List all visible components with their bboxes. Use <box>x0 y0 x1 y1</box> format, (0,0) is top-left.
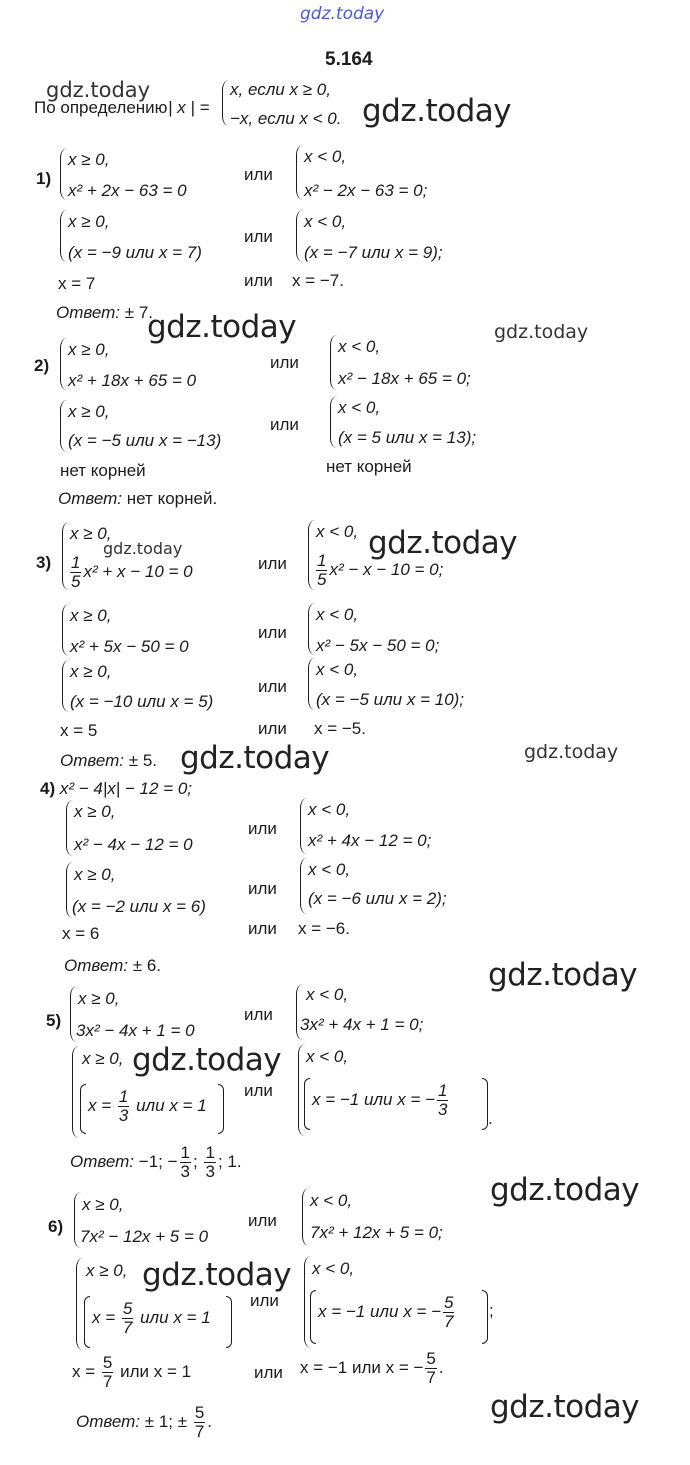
result <box>300 1350 444 1387</box>
close-paren <box>218 1084 224 1134</box>
or-word: или <box>254 1363 283 1382</box>
watermark: gdz.today <box>494 321 589 343</box>
roots <box>312 1082 450 1119</box>
roots <box>318 1294 456 1331</box>
or-word: или <box>244 165 273 184</box>
roots: (x = −5 или x = −13) <box>68 431 222 450</box>
watermark: gdz.today <box>490 1172 640 1208</box>
result: нет корней <box>326 457 412 476</box>
watermark: gdz.today <box>368 525 518 561</box>
result: x = −6. <box>298 919 350 938</box>
system-brace <box>76 1258 84 1350</box>
condition: x ≥ 0, <box>68 402 110 421</box>
watermark: gdz.today <box>46 78 151 102</box>
open-paren <box>80 1084 86 1134</box>
problem-number: 1) <box>36 169 52 188</box>
condition: x < 0, <box>304 212 347 231</box>
fraction-numerator: 5 <box>426 1349 436 1368</box>
fraction-denominator: 7 <box>102 1371 113 1391</box>
fraction-denominator: 3 <box>180 1161 191 1181</box>
fraction-numerator: 1 <box>180 1143 191 1162</box>
answer-label: Ответ: <box>76 1411 141 1431</box>
condition: x ≥ 0, <box>70 524 112 543</box>
problem-number: 5) <box>46 1011 62 1030</box>
fraction-denominator: 7 <box>426 1367 436 1387</box>
condition: x < 0, <box>312 1259 355 1278</box>
system-brace <box>296 145 304 200</box>
roots <box>92 1300 211 1337</box>
problem-equation: x² − 4|x| − 12 = 0; <box>59 779 193 798</box>
result-prefix: x = −1 или x = − <box>300 1357 424 1377</box>
equation: 7x² − 12x + 5 = 0 <box>80 1227 209 1246</box>
answer-value: ± 7. <box>124 303 154 322</box>
close-paren <box>482 1290 488 1344</box>
answer-line <box>56 304 153 321</box>
answer-line <box>58 490 217 507</box>
condition: x < 0, <box>316 660 359 679</box>
system-brace <box>302 1188 310 1246</box>
roots: (x = −2 или x = 6) <box>72 897 206 916</box>
answer-label: Ответ: <box>60 751 125 770</box>
roots-prefix: x = <box>88 1095 112 1115</box>
condition: x ≥ 0, <box>70 662 112 681</box>
result: x = −7. <box>292 271 344 290</box>
fraction-numerator: 1 <box>438 1081 448 1100</box>
equation: 7x² + 12x + 5 = 0; <box>310 1223 443 1242</box>
system-brace <box>300 798 308 854</box>
answer-separator: ; <box>193 1151 198 1171</box>
fraction-numerator: 5 <box>444 1293 454 1312</box>
system-brace <box>72 1046 80 1138</box>
fraction-numerator: 1 <box>317 551 327 570</box>
roots-suffix: или x = 1 <box>140 1307 211 1327</box>
answer-label: Ответ: <box>58 489 123 508</box>
or-word: или <box>270 415 299 434</box>
equation: x² + 5x − 50 = 0 <box>70 637 189 656</box>
result: нет корней <box>60 461 146 480</box>
equation: x² − 18x + 65 = 0; <box>338 369 471 388</box>
watermark: gdz.today <box>180 740 330 776</box>
fraction-numerator: 5 <box>194 1403 205 1422</box>
equation: 3x² − 4x + 1 = 0 <box>76 1021 195 1040</box>
or-word: или <box>244 227 273 246</box>
system-brace <box>222 80 230 126</box>
result: x = −5. <box>314 719 366 738</box>
answer-value: нет корней. <box>126 489 218 508</box>
watermark: gdz.today <box>103 539 183 558</box>
fraction-denominator: 3 <box>438 1099 448 1119</box>
fraction-numerator: 1 <box>205 1143 215 1162</box>
problem-number-label: 4) <box>40 779 56 798</box>
system-brace <box>60 210 68 262</box>
system-brace <box>60 148 68 200</box>
equation: x² + 18x + 65 = 0 <box>68 371 197 390</box>
condition: x ≥ 0, <box>74 865 116 884</box>
fraction-denominator: 7 <box>122 1317 133 1337</box>
answer-value: ± 1; ± <box>144 1411 188 1431</box>
system-brace <box>66 800 74 856</box>
or-word: или <box>244 271 273 290</box>
equation: x² − 5x − 50 = 0; <box>316 636 440 655</box>
roots: (x = −5 или x = 10); <box>316 690 465 709</box>
system-brace <box>296 210 304 262</box>
answer-value: . <box>207 1411 213 1431</box>
system-brace <box>62 660 70 712</box>
intro-case-1: x, если x ≥ 0, <box>230 80 331 99</box>
fraction-denominator: 3 <box>205 1161 215 1181</box>
condition: x ≥ 0, <box>86 1261 128 1280</box>
watermark: gdz.today <box>524 741 619 763</box>
system-brace <box>330 396 338 448</box>
condition: x < 0, <box>304 147 347 166</box>
system-brace <box>60 400 68 452</box>
equation: x² − 4x − 12 = 0 <box>74 835 193 854</box>
result <box>72 1354 191 1391</box>
fraction-denominator: 7 <box>444 1311 454 1331</box>
or-word: или <box>244 1005 273 1024</box>
fraction-numerator: 1 <box>71 553 81 572</box>
answer-value: ± 5. <box>128 751 158 770</box>
roots-prefix: x = −1 или x = − <box>318 1301 442 1321</box>
answer-line <box>76 1404 212 1441</box>
roots: (x = −10 или x = 5) <box>70 692 214 711</box>
problem-number: 6) <box>48 1217 64 1236</box>
roots <box>88 1088 207 1125</box>
result: x = 6 <box>62 924 100 943</box>
equation: 3x² + 4x + 1 = 0; <box>300 1015 424 1034</box>
watermark: gdz.today <box>132 1042 282 1078</box>
condition: x < 0, <box>316 522 359 541</box>
system-brace <box>330 335 338 390</box>
or-word: или <box>248 1211 277 1230</box>
result-suffix: . <box>438 1357 444 1377</box>
exercise-number: 5.164 <box>325 49 373 70</box>
result: x = 5 <box>60 721 98 740</box>
fraction-denominator: 5 <box>317 569 327 589</box>
fraction-denominator: 3 <box>118 1105 129 1125</box>
condition: x < 0, <box>306 1047 349 1066</box>
or-word: или <box>270 353 299 372</box>
intro-label: По определению <box>34 98 168 117</box>
roots: (x = −7 или x = 9); <box>304 243 443 262</box>
watermark-top: gdz.today <box>300 4 385 24</box>
intro-lhs: | x | = <box>168 98 210 117</box>
open-paren <box>310 1290 316 1344</box>
equation-rest: x² + x − 10 = 0 <box>83 561 193 581</box>
condition: x < 0, <box>310 1191 353 1210</box>
condition: x < 0, <box>338 337 381 356</box>
equation <box>314 552 443 589</box>
punctuation: ; <box>489 1301 494 1320</box>
answer-value: −1; − <box>138 1151 178 1171</box>
condition: x ≥ 0, <box>74 802 116 821</box>
condition: x ≥ 0, <box>70 606 112 625</box>
fraction-denominator: 5 <box>71 571 81 591</box>
result: x = 7 <box>58 274 96 293</box>
condition: x ≥ 0, <box>82 1049 124 1068</box>
or-word: или <box>248 819 277 838</box>
condition: x ≥ 0, <box>68 212 110 231</box>
result-prefix: x = <box>72 1361 96 1381</box>
roots-prefix: x = <box>92 1307 116 1327</box>
fraction-denominator: 7 <box>194 1421 205 1441</box>
or-word: или <box>258 623 287 642</box>
fraction-numerator: 1 <box>118 1087 129 1106</box>
watermark: gdz.today <box>362 93 512 129</box>
answer-value: ; 1. <box>217 1151 242 1171</box>
condition: x < 0, <box>306 985 349 1004</box>
equation: x² + 4x − 12 = 0; <box>308 831 432 850</box>
condition: x < 0, <box>308 800 351 819</box>
or-word: или <box>258 719 287 738</box>
or-word: или <box>248 879 277 898</box>
answer-label: Ответ: <box>64 956 129 975</box>
condition: x < 0, <box>316 605 359 624</box>
or-word: или <box>250 1291 279 1310</box>
or-word: или <box>258 677 287 696</box>
roots: (x = −9 или x = 7) <box>68 243 202 262</box>
answer-label: Ответ: <box>56 303 121 322</box>
problem-number <box>40 780 192 797</box>
fraction-numerator: 5 <box>122 1299 133 1318</box>
equation: x² + 2x − 63 = 0 <box>68 181 187 200</box>
roots: (x = 5 или x = 13); <box>338 428 477 447</box>
intro-case-2: −x, если x < 0. <box>230 109 342 128</box>
answer-line <box>70 1144 242 1181</box>
equation-rest: x² − x − 10 = 0; <box>329 559 444 579</box>
or-word: или <box>258 554 287 573</box>
open-paren <box>84 1296 90 1348</box>
system-brace <box>308 658 316 710</box>
watermark: gdz.today <box>142 1257 292 1293</box>
watermark: gdz.today <box>490 1389 640 1425</box>
equation: x² − 2x − 63 = 0; <box>304 181 428 200</box>
or-word: или <box>244 1081 273 1100</box>
answer-value: ± 6. <box>132 956 162 975</box>
roots-suffix: или x = 1 <box>136 1095 207 1115</box>
condition: x ≥ 0, <box>82 1195 124 1214</box>
roots-prefix: x = −1 или x = − <box>312 1089 436 1109</box>
system-brace <box>300 858 308 914</box>
system-brace <box>308 603 316 655</box>
equation <box>68 554 193 591</box>
answer-line <box>64 957 161 974</box>
answer-line <box>60 752 157 769</box>
condition: x < 0, <box>308 860 351 879</box>
problem-number: 3) <box>36 553 52 572</box>
system-brace <box>62 604 70 656</box>
or-word: или <box>248 919 277 938</box>
roots: (x = −6 или x = 2); <box>308 889 447 908</box>
answer-label: Ответ: <box>70 1151 135 1171</box>
problem-number: 2) <box>34 356 50 375</box>
open-paren <box>304 1078 310 1130</box>
condition: x ≥ 0, <box>68 340 110 359</box>
punctuation: . <box>488 1109 493 1128</box>
watermark: gdz.today <box>147 309 297 345</box>
condition: x ≥ 0, <box>68 150 110 169</box>
condition: x < 0, <box>338 398 381 417</box>
result-suffix: или x = 1 <box>120 1361 192 1381</box>
condition: x ≥ 0, <box>78 989 120 1008</box>
fraction-numerator: 5 <box>102 1353 113 1372</box>
system-brace <box>60 338 68 390</box>
close-paren <box>226 1296 232 1348</box>
watermark: gdz.today <box>488 957 638 993</box>
